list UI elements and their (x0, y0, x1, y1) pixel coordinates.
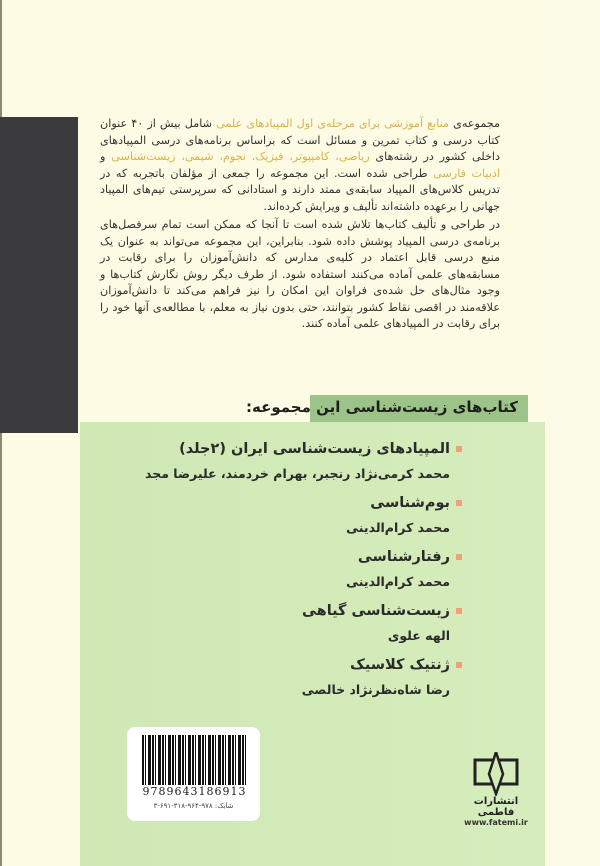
book-author: الهه علوی (387, 628, 450, 643)
bullet-icon (456, 608, 462, 614)
book-item (132, 436, 462, 486)
book-author: محمد کرام‌الدینی (346, 520, 450, 535)
bullet-icon (456, 446, 462, 452)
books-list (132, 436, 462, 706)
intro-text (100, 116, 500, 335)
intro-paragraph-1 (100, 116, 500, 215)
spine-band (0, 117, 78, 433)
book-author: محمد کرام‌الدینی (346, 574, 450, 589)
book-title: المپیادهای زیست‌شناسی ایران (۲جلد) (179, 441, 450, 457)
isbn-text: شابک: ۹۷۸-۹۶۴-۳۱۸-۶۹۱-۳ (153, 802, 234, 810)
publisher-logo (456, 752, 536, 827)
publisher-url: www.fatemi.ir (464, 818, 528, 827)
publisher-name: انتشارات فاطمی (473, 796, 519, 818)
book-item (132, 598, 462, 648)
book-author: رضا شاه‌نظرنژاد خالصی (301, 682, 450, 697)
book-title: رفتارشناسی (357, 549, 450, 565)
barcode-number: 9789643186913 (142, 785, 247, 798)
bullet-icon (456, 500, 462, 506)
literature-highlight: ادبیات فارسی (433, 166, 501, 180)
intro-p1-seg: طراحی شده است. این مجموعه را جمعی از مؤلفان باتجربه که در تدریس کلاس‌های المپیاد سابقه‌ی ممتد دارند و استادانی که سرپرستی تیم‌های المپیاد جهانی را برعهده داشته‌اند تألیف و ویرایش کرده‌اند. (100, 166, 500, 213)
book-author: محمد کرمی‌نژاد رنجبر، بهرام خردمند، علیرضا مجد (144, 466, 450, 481)
intro-p1-seg: و (100, 150, 112, 163)
book-title: ژنتیک کلاسیک (350, 657, 450, 673)
books-heading-box (245, 395, 528, 422)
intro-paragraph-2: در طراحی و تألیف کتاب‌ها تلاش شده است تا آنجا که ممکن است تمام سرفصل‌های برنامه‌ی درسی المپیاد پوشش داده شود. بنابراین، این مجموعه می‌تواند به عنوان یک منبع درسی قابل اعتماد در کلیه‌ی مدارس که دانش‌آموزان را برای رقابت در مسابقه‌های علمی آماده می‌کنند استفاده شود. از طرف دیگر روش نگارش کتاب‌ها و وجود مثال‌های حل شده‌ی فراوان این امکان را نیز فراهم می‌کند تا دانش‌آموزان علاقه‌مند در اقصی نقاط کشور بتوانند، حتی بدون نیاز به معلم، با مطالعه‌ی آنها خود را برای رقابت در المپیادهای علمی آماده کنند. (100, 218, 500, 330)
intro-p1-seg: مجموعه‌ی (449, 117, 500, 130)
book-title: زیست‌شناسی گیاهی (301, 603, 450, 619)
book-title: بوم‌شناسی (370, 495, 450, 511)
right-margin-strip (545, 0, 600, 866)
bullet-icon (456, 554, 462, 560)
book-item (132, 490, 462, 540)
subjects-highlight: ریاضی، کامپیوتر، فیزیک، نجوم، شیمی، زیست‌شناسی (111, 150, 370, 163)
intro-p1-seg: شامل بیش از ۴۰ عنوان کتاب درسی و کتاب تمرین و مسائل است که براساس برنامه‌های درسی المپیادهای داخلی کشور در رشته‌های (100, 117, 500, 163)
book-item (132, 544, 462, 594)
barcode-label (127, 727, 260, 821)
book-item (132, 652, 462, 702)
barcode-bars (142, 735, 246, 785)
books-heading: کتاب‌های زیست‌شناسی این مجموعه: (245, 398, 518, 416)
series-name-highlight: منابع آموزشی برای مرحله‌ی اول المپیادهای علمی (216, 117, 450, 130)
book-pen-icon (471, 752, 521, 796)
bullet-icon (456, 662, 462, 668)
